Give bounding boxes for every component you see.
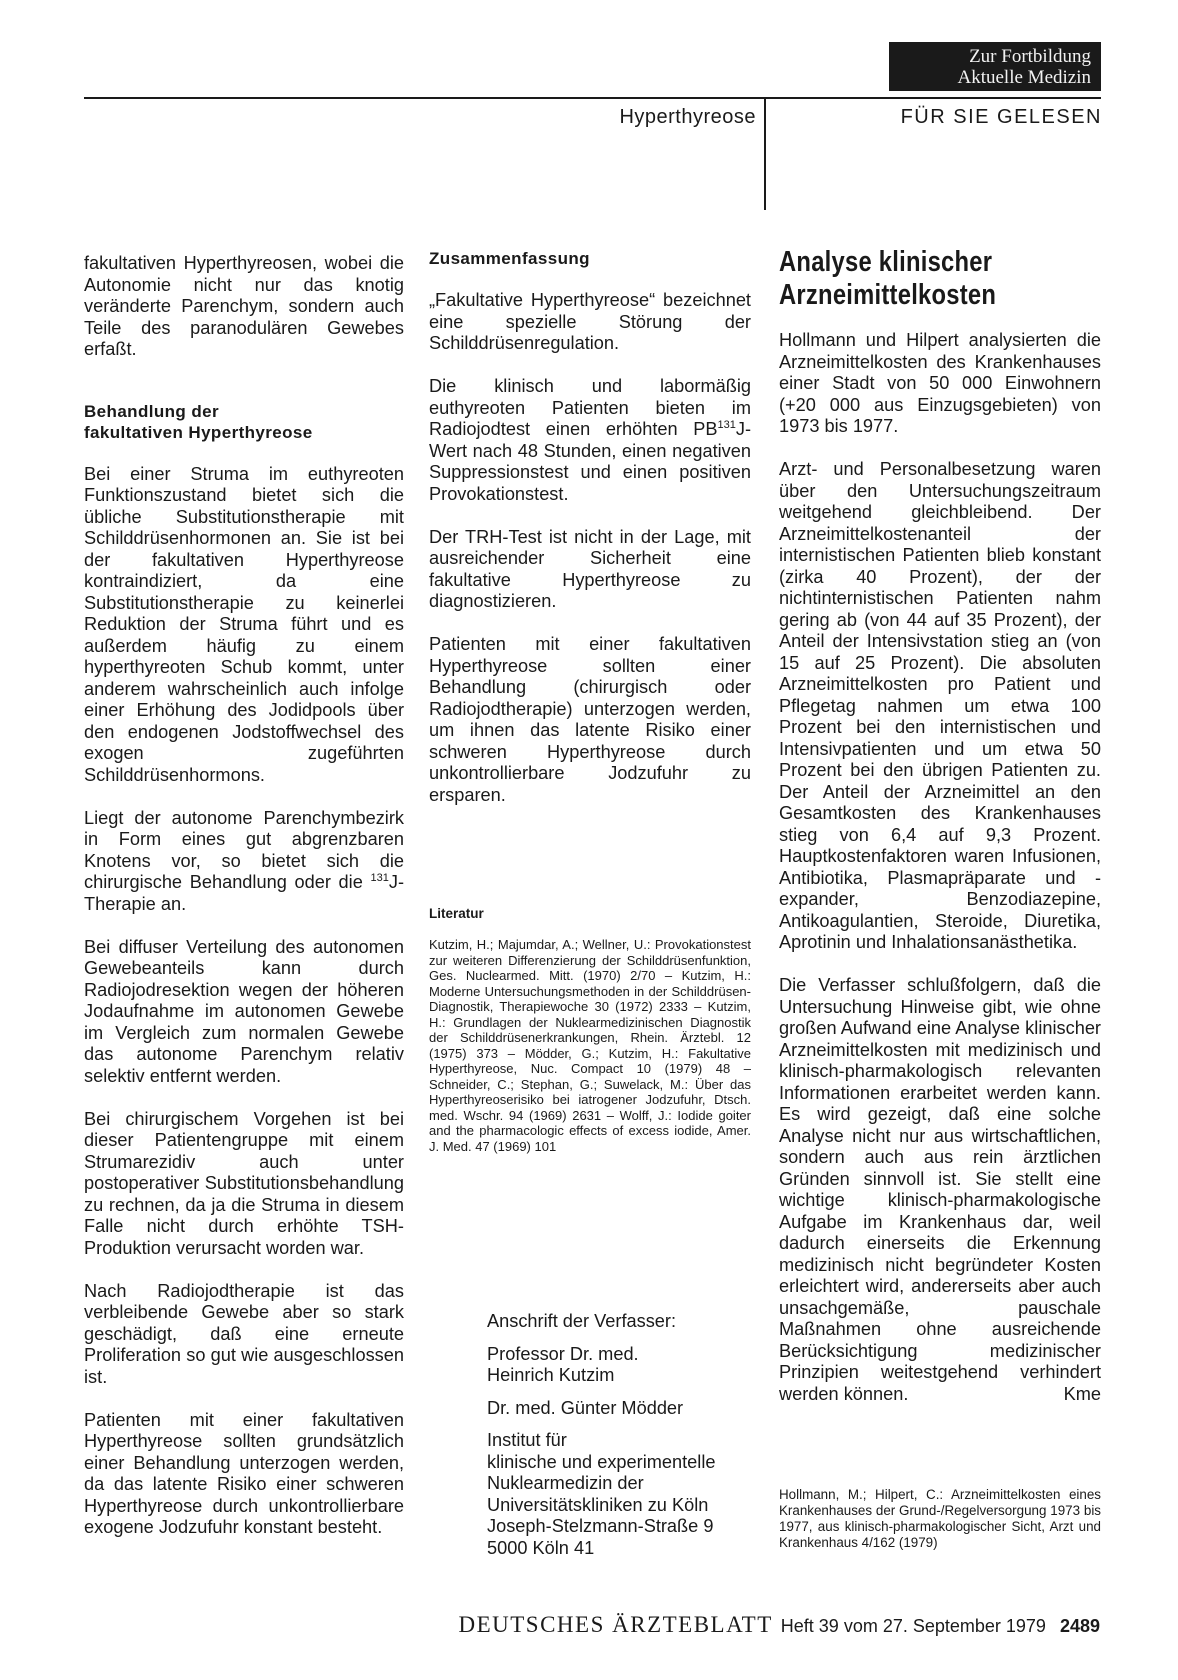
section-heading-line: fakultativen Hyperthyreose [84,422,313,442]
author-name: Heinrich Kutzim [487,1365,615,1385]
issue-info: Heft 39 vom 27. September 1979 [780,1616,1046,1636]
author-address [487,1311,787,1559]
article-column-1 [84,253,404,1560]
paragraph [779,975,1101,1405]
page-number: 2489 [1059,1616,1100,1636]
author-name: Dr. med. Günter Mödder [487,1397,684,1418]
paragraph: Arzt- und Personalbesetzung waren über den Untersuchungszeitraum weitgehend gleichbleibend. Der Arzneimittelkostenanteil der internistischen Patienten blieb konstant (zirka 40 Prozent), der der nichtinternistischen Patienten nahm gering ab (von 44 auf 35 Prozent), der Anteil der Intensivstation stieg an (von 15 auf 25 Prozent). Die absoluten Arzneimittelkosten pro Patient und Pflegetag nahmen um etwa 100 Prozent bei den internistischen und Intensivpatienten und um etwa 50 Prozent bei den übrigen Patienten zu. Der Anteil der Arzneimittel an den Gesamtkosten des Krankenhauses stieg von 6,4 auf 9,3 Prozent. Hauptkostenfaktoren waren Infusionen, Antibiotika, Plasmapräparate und -expander, Benzodiazepine, Antikoagulantien, Steroide, Diuretika, Aprotinin und Inhalationsanästhetika. [779,459,1101,952]
paragraph: Nach Radiojodtherapie ist das verbleibende Gewebe aber so stark geschädigt, daß eine erneute Proliferation so gut wie ausgeschlossen ist. [84,1280,404,1387]
journal-name: DEUTSCHES ÄRZTEBLATT [458,1612,773,1637]
paragraph-text: Liegt der autonome Parenchymbezirk in Form eines gut abgrenzbaren Knotens vor, so bietet sich die chirurgische Behandlung oder die [84,807,404,892]
isotope-superscript: 131 [717,418,736,431]
address-label: Anschrift der Verfasser: [487,1311,677,1331]
paragraph-text: Die klinisch und labormäßig euthyreoten Patienten bieten im Radiojodtest einen erhöhten PB [429,376,751,439]
section-heading-line: Behandlung der [84,401,219,421]
institution-line: Institut für [487,1430,567,1450]
badge-line-1: Zur Fortbildung [969,46,1091,67]
article-title-line: Arzneimittelkosten [779,279,997,311]
institution-line: Universitätskliniken zu Köln [487,1494,709,1515]
literature-heading: Literatur [429,906,484,921]
paragraph: Bei chirurgischem Vorgehen ist bei dieser Patientengruppe mit einem Strumarezidiv auch unter postoperativer Substitutionsbehandlung zu rechnen, da ja die Struma in diesem Falle nicht durch erhöhte TSH-Produktion verursacht worden war. [84,1108,404,1258]
page-footer [0,1612,1100,1638]
paragraph: fakultativen Hyperthyreosen, wobei die Autonomie nicht nur das knotig veränderte Parenchym, sondern auch Teile des paranodulären Gewebes erfaßt. [84,253,404,359]
author-initials: Kme [1063,1383,1101,1404]
author-title: Professor Dr. med. [487,1343,639,1364]
paragraph: „Fakultative Hyperthyreose“ bezeichnet eine spezielle Störung der Schilddrüsenregulation. [429,290,751,353]
article-title [779,246,1099,312]
article-column-2 [429,248,751,828]
paragraph-text: J-Therapie an. [84,872,404,914]
literature-list: Kutzim, H.; Majumdar, A.; Wellner, U.: Provokationstest zur weiteren Differenzierung der Schilddrüsenfunktion, Ges. Nuclearmed. Mitt. (1970) 2/70 – Kutzim, H.: Moderne Untersuchungsmethoden in der Schilddrüsen-Diagnostik, Therapiewoche 30 (1972) 2333 – Kutzim, H.: Grundlagen der Nuklearmedizinischen Diagnostik der Schilddrüsenerkrankungen, Rhein. Ärztebl. 12 (1975) 373 – Mödder, G.; Kutzim, H.: Fakultative Hyperthyreose, Nuc. Compact 10 (1979) 48 – Schneider, C.; Stephan, G.; Suwelack, M.: Über das Hyperthyreoserisiko bei iatrogener Jodzufuhr, Dtsch. med. Wschr. 94 (1969) 2631 – Wolff, J.: Iodide goiter and the pharmacologic effects of excess iodide, Amer. J. Med. 47 (1969) 101 [429,937,751,1154]
street-line: Joseph-Stelzmann-Straße 9 [487,1516,714,1536]
running-head-topic: Hyperthyreose [619,106,756,128]
paragraph [84,808,404,916]
header-rule [84,97,1101,99]
paragraph: Patienten mit einer fakultativen Hyperthyreose sollten einer Behandlung (chirurgisch oder Radiojodtherapie) unterzogen werden, um ihnen das latente Risiko einer schweren Hyperthyreose durch unkontrollierbare Jodzufuhr zu ersparen. [429,634,751,805]
article-column-3 [779,246,1101,1405]
column-divider [764,98,766,210]
paragraph: Patienten mit einer fakultativen Hyperthyreose sollten grundsätzlich einer Behandlung unterzogen werden, da das latente Risiko einer schweren Hyperthyreose durch unkontrollierbare exogene Jodzufuhr konstant besteht. [84,1409,404,1537]
paragraph [429,376,751,505]
isotope-superscript: 131 [370,871,389,884]
article-title-line: Analyse klinischer [779,246,993,278]
paragraph: Bei einer Struma im euthyreoten Funktionszustand bietet sich die übliche Substitutionstherapie mit Schilddrüsenhormonen an. Sie ist bei der fakultativen Hyperthyreose kontraindiziert, da eine Substitutionstherapie zu keinerlei Reduktion der Struma führt und es außerdem häufig zu einem hyperthyreoten Schub kommt, unter anderem wahrscheinlich auch infolge einer Erhöhung des Jodidpools über den endogenen Jodstoffwechsel des exogen zugeführten Schilddrüsenhormons. [84,463,404,785]
summary-heading: Zusammenfassung [429,249,590,268]
source-reference: Hollmann, M.; Hilpert, C.: Arzneimittelkosten eines Krankenhauses der Grund-/Regelversorgung 1973 bis 1977, aus klinisch-pharmakologischer Sicht, Arzt und Krankenhaus 4/162 (1979) [779,1487,1101,1550]
paragraph-text: J-Wert nach 48 Stunden, einen negativen Suppressionstest und einen positiven Provokationstest. [429,419,751,504]
running-head-section: FÜR SIE GELESEN [900,106,1102,128]
institution-line: klinische und experimentelle [487,1451,716,1472]
literature-block [429,906,751,1154]
badge-line-2: Aktuelle Medizin [957,67,1091,88]
paragraph-text: Die Verfasser schlußfolgern, daß die Untersuchung Hinweise gibt, wie ohne großen Aufwand eine Analyse klinischer Arzneimittelkosten mit medizinisch und klinisch-pharmakologisch relevanten Informationen erarbeitet werden kann. Es wird gezeigt, daß eine solche Analyse nicht nur aus wirtschaftlichen, sondern auch aus rein ärztlichen Gründen sinnvoll ist. Sie stellt eine wichtige klinisch-pharmakologische Aufgabe im Krankenhaus dar, weil dadurch einerseits die Erkennung medizinisch nicht begründeter Kosten erleichtert wird, andererseits aber auch unsachgemäße, pauschale Maßnahmen ohne ausreichende Berücksichtigung medizinischer Prinzipien weitestgehend verhindert werden können. [779,975,1101,1404]
paragraph: Bei diffuser Verteilung des autonomen Gewebeanteils kann durch Radiojodresektion wegen der höheren Jodaufnahme im autonomen Gewebe im Vergleich zum normalen Gewebe das autonome Parenchym relativ selektiv entfernt werden. [84,936,404,1086]
city-line: 5000 Köln 41 [487,1537,595,1558]
institution-line: Nuklearmedizin der [487,1473,644,1493]
paragraph: Der TRH-Test ist nicht in der Lage, mit ausreichender Sicherheit eine fakultative Hyperthyreose zu diagnostizieren. [429,526,751,611]
section-heading [84,401,404,443]
paragraph: Hollmann und Hilpert analysierten die Arzneimittelkosten des Krankenhauses einer Stadt von 50 000 Einwohnern (+20 000 aus Einzugsgebieten) von 1973 bis 1977. [779,330,1101,436]
section-badge [889,42,1101,91]
